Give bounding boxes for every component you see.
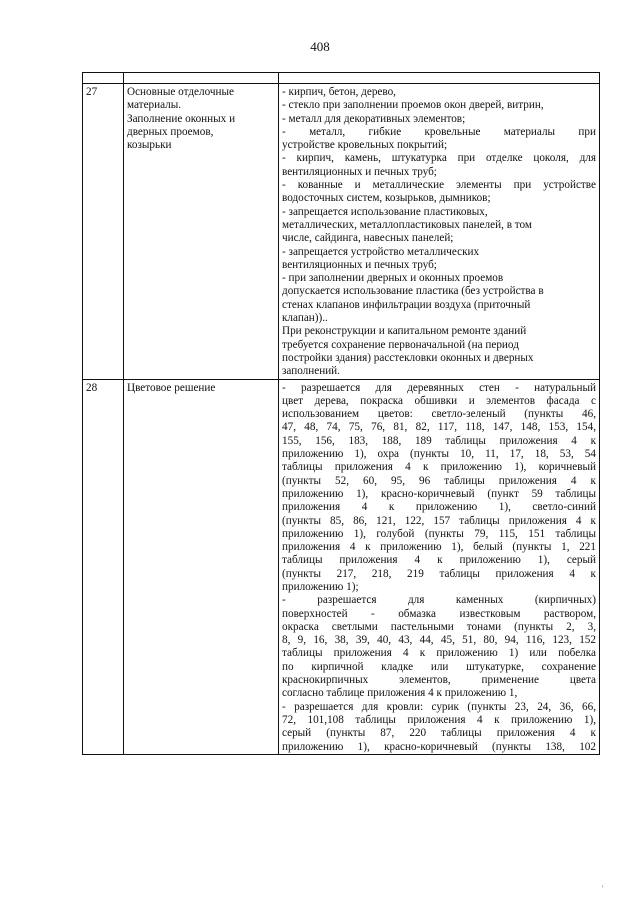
content-line: (пункты 217, 218, 219 таблицы приложения 4 к: [282, 567, 596, 580]
content-line: таблицы приложения 4 к приложению 1) или побелка: [282, 647, 596, 660]
content-line: требуется сохранение первоначальной (на период: [282, 338, 519, 351]
label-line: козырьки: [127, 139, 172, 152]
content-line: - металл, гибкие кровельные материалы при: [282, 125, 596, 138]
content-line: - запрещается использование пластиковых,: [282, 205, 488, 218]
content-line: приложению 1), голубой (пункты 79, 115, 151 таблицы: [282, 527, 596, 540]
content-line: устройстве кровельных покрытий;: [282, 139, 448, 152]
table-header-row: [83, 73, 600, 84]
content-line: вентиляционных и печных труб;: [282, 165, 437, 178]
content-line: - кирпич, бетон, дерево,: [282, 86, 396, 98]
content-line: приложению 1), охра (пункты 10, 11, 17, 18, 53, 54: [282, 448, 596, 461]
header-cell: [124, 73, 279, 84]
content-line: окраска светлыми пастельными тонами (пункты 2, 3,: [282, 620, 596, 633]
content-line: поверхностей - обмазка известковым раствором,: [282, 607, 596, 620]
table-row: [83, 84, 600, 380]
label-line: Основные отделочные: [127, 86, 235, 98]
content-line: При реконструкции и капитальном ремонте зданий: [282, 325, 527, 338]
content-line: металлических, металлопластиковых панелей, в том: [282, 218, 532, 231]
content-line: приложения 4 к приложению 1), белый (пункты 1, 221: [282, 541, 596, 554]
content-line: - при заполнении дверных и оконных проемов: [282, 272, 504, 285]
content-line: (пункты 52, 60, 95, 96 таблицы приложения 4 к: [282, 474, 596, 487]
content-line: приложения 4 к приложению 1), светло-синий: [282, 501, 596, 514]
row-number: 27: [83, 84, 124, 380]
label-line: Цветовое решение: [127, 381, 216, 394]
content-line: допускается использование пластика (без устройства в: [282, 285, 544, 298]
header-cell: [83, 73, 124, 84]
content-line: - стекло при заполнении проемов окон дверей, витрин,: [282, 99, 544, 112]
content-line: приложению 1), красно-коричневый (пункты 138, 102: [282, 740, 596, 753]
content-line: 155, 156, 183, 188, 189 таблицы приложения 4 к: [282, 434, 596, 447]
content-line: - разрешается для деревянных стен - натуральный: [282, 381, 596, 394]
row-label: [124, 84, 279, 380]
content-line: - разрешается для каменных (кирпичных): [282, 594, 596, 607]
label-line: Заполнение оконных и: [127, 112, 236, 125]
content-line: 8, 9, 16, 38, 39, 40, 43, 44, 45, 51, 80, 94, 116, 123, 152: [282, 634, 596, 647]
table-row: [83, 379, 600, 754]
content-line: - кирпич, камень, штукатурка при отделке цоколя, для: [282, 152, 596, 165]
content-line: - кованные и металлические элементы при устройстве: [282, 179, 596, 192]
page-number: 408: [310, 39, 330, 54]
content-line: по кирпичной кладке или штукатурке, сохранение: [282, 660, 596, 673]
content-line: серый (пункты 87, 220 таблицы приложения 4 к: [282, 727, 596, 740]
content-line: - разрешается для кровли: сурик (пункты 23, 24, 36, 66,: [282, 700, 596, 713]
content-line: согласно таблице приложения 4 к приложению 1,: [282, 687, 518, 700]
content-line: таблицы приложения 4 к приложению 1), коричневый: [282, 461, 596, 474]
content-line: приложению 1), красно-коричневый (пункт 59 таблицы: [282, 487, 596, 500]
requirements-table: [82, 72, 600, 755]
content-line: таблицы приложения 4 к приложению 1), серый: [282, 554, 596, 567]
content-line: 72, 101,108 таблицы приложения 4 к приложению 1),: [282, 713, 596, 726]
content-line: клапан))..: [282, 312, 328, 325]
row-number: 28: [83, 379, 124, 754]
content-line: - запрещается устройство металлических: [282, 245, 480, 258]
content-line: цвет дерева, покраска обшивки и элементов фасада с: [282, 394, 596, 407]
content-line: постройки здания) расстекловки оконных и дверных: [282, 351, 534, 364]
label-line: дверных проемов,: [127, 125, 214, 138]
footer-mark: ': [602, 884, 604, 893]
content-line: вентиляционных и печных труб;: [282, 258, 437, 271]
content-line: числе, сайдинга, навесных панелей;: [282, 232, 454, 245]
content-line: (пункты 85, 86, 121, 122, 157 таблицы приложения 4 к: [282, 514, 596, 527]
content-line: краснокирпичных элементов, применение цвета: [282, 674, 596, 687]
row-content: [279, 379, 600, 754]
row-content: [279, 84, 600, 380]
content-line: заполнений.: [282, 365, 340, 378]
content-line: использованием цветов: светло-зеленый (пункты 46,: [282, 408, 596, 421]
label-line: материалы.: [127, 99, 182, 112]
content-line: водосточных систем, козырьков, дымников;: [282, 192, 491, 205]
content-line: стенах клапанов инфильтрации воздуха (приточный: [282, 298, 531, 311]
content-line: - металл для декоративных элементов;: [282, 112, 466, 125]
content-line: приложению 1);: [282, 580, 359, 593]
content-line: 47, 48, 74, 75, 76, 81, 82, 117, 118, 147, 148, 153, 154,: [282, 421, 596, 434]
row-label: [124, 379, 279, 754]
header-cell: [279, 73, 600, 84]
